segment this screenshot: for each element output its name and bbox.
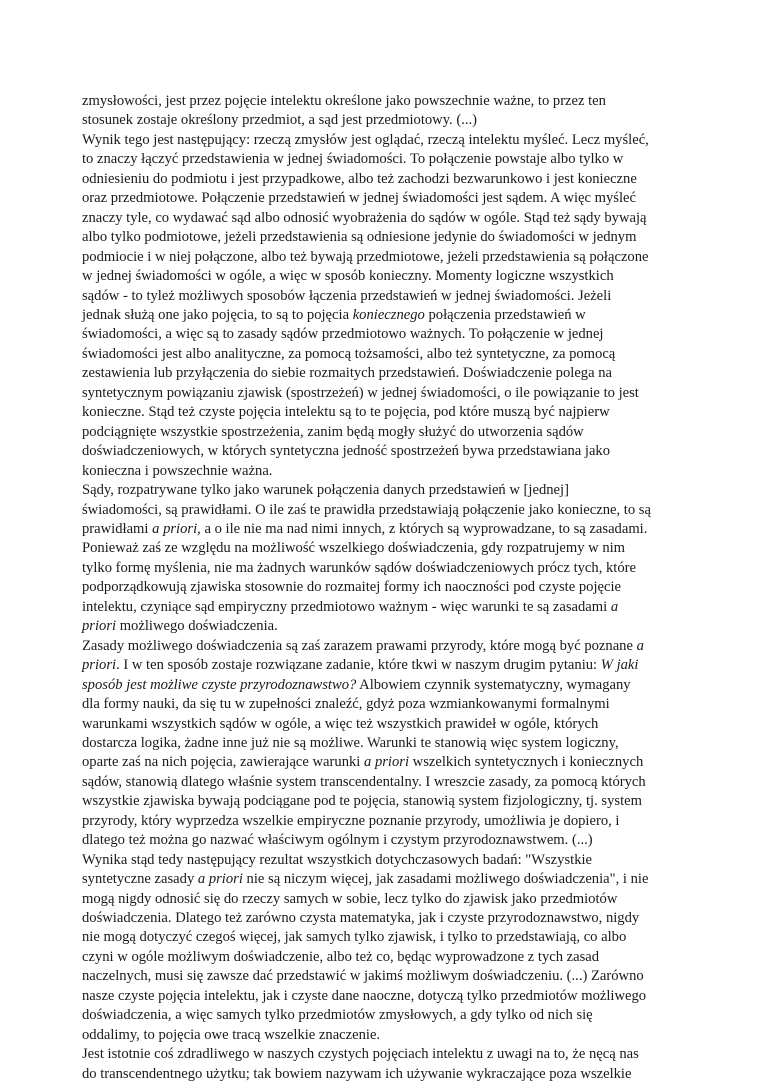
text-run: dostarcza logika, żadne inne już nie są możliwe. Warunki te stanowią więc system logiczny, <box>82 734 619 751</box>
text-run: sądów, stanowią dlatego właśnie system transcendentalny. I wreszcie zasady, za pomocą których <box>82 773 646 790</box>
text-run: doświadczenia. Dlatego też zarówno czysta matematyka, jak i czyste przyrodoznawstwo, nigdy <box>82 910 640 927</box>
text-run: mogą nigdy odnosić się do rzeczy samych w sobie, lecz tylko do zjawisk jako przedmiotów <box>82 890 618 907</box>
text-run: albo tylko podmiotowe, jeżeli przedstawienia są odniesione jedynie do świadomości w jednym <box>82 229 637 246</box>
text-run: nie są niczym więcej, jak zasadami możliwego doświadczenia", i nie <box>242 871 649 888</box>
text-line <box>82 520 686 539</box>
text-run: syntetycznym powiązaniu zjawisk (spostrzeżeń) w jednej świadomości, o ile powiązanie to jest <box>82 384 639 401</box>
text-run: Wynika stąd tedy następujący rezultat wszystkich dotychczasowych badań: "Wszystkie <box>82 851 593 868</box>
text-run: przyrody, który wyprzedza wszelkie empiryczne poznanie przyrody, umożliwia je dopiero, i <box>82 812 620 829</box>
document-page <box>82 92 686 1084</box>
text-run: Zasady możliwego doświadczenia są zaś zarazem prawami przyrody, które mogą być poznane <box>82 637 637 654</box>
text-line <box>82 559 686 578</box>
text-line <box>82 423 686 442</box>
italic-text: a priori <box>197 871 243 888</box>
text-run: to znaczy łączyć przedstawienia w jednej świadomości. To połączenie powstaje albo tylko w <box>82 151 624 168</box>
text-line <box>82 345 686 364</box>
text-run: konieczne. Stąd też czyste pojęcia intelektu są to te pojęcia, pod które muszą być najpierw <box>82 404 610 421</box>
text-run: jednak służą one jako pojęcia, to są to pojęcia <box>82 306 353 323</box>
text-run: możliwego doświadczenia. <box>116 618 278 635</box>
italic-text: a priori <box>364 754 410 771</box>
text-run: wszystkie zjawiska bywają podciągane pod te pojęcia, stanowią system fizjologiczny, tj. system <box>82 793 642 810</box>
italic-text: W jaki <box>600 657 639 674</box>
text-line <box>82 753 686 772</box>
text-run: odniesieniu do podmiotu i jest przypadkowe, albo też zachodzi bezwarunkowo i jest konieczne <box>82 170 637 187</box>
text-line <box>82 792 686 811</box>
text-run: podmiocie i w niej połączone, albo też bywają przedmiotowe, jeżeli przedstawienia są połączone <box>82 248 649 265</box>
text-run: świadomości, a więc są to zasady sądów przedmiotowo ważnych. To połączenie w jednej <box>82 326 604 343</box>
text-run: doświadczenia, a więc samych tylko przedmiotów zmysłowych, a gdy tylko od nich się <box>82 1007 593 1024</box>
text-line <box>82 831 686 850</box>
text-run: świadomości, są prawidłami. O ile zaś te prawidła przedstawiają połączenie jako konieczne, to są <box>82 501 651 518</box>
italic-text: priori <box>82 657 117 674</box>
text-run: w jednej świadomości w ogóle, a więc w sposób konieczny. Momenty logiczne wszystkich <box>82 268 614 285</box>
text-run: oparte zaś na nich pojęcia, zawierające warunki <box>82 754 364 771</box>
text-line <box>82 773 686 792</box>
text-line <box>82 92 686 111</box>
italic-text: koniecznego <box>352 306 425 323</box>
italic-text: sposób jest możliwe czyste przyrodoznawstwo? <box>82 676 357 693</box>
italic-text: priori <box>82 618 117 635</box>
text-run: intelektu, czyniące sąd empiryczny przedmiotowo ważnym - więc warunki te są zasadami <box>82 598 611 615</box>
paragraph <box>82 637 686 851</box>
text-line <box>82 384 686 403</box>
text-line <box>82 170 686 189</box>
text-line <box>82 987 686 1006</box>
text-line <box>82 501 686 520</box>
text-run: oraz przedmiotowe. Połączenie przedstawień w jednej świadomości jest sądem. A więc myśleć <box>82 190 636 207</box>
paragraph <box>82 481 686 637</box>
text-run: do transcendentnego użytku; tak bowiem nazywam ich używanie wykraczające poza wszelkie <box>82 1065 632 1082</box>
text-line <box>82 150 686 169</box>
text-run: stosunek zostaje określony przedmiot, a sąd jest przedmiotowy. (...) <box>82 112 478 129</box>
italic-text: a <box>610 598 619 615</box>
text-run: syntetyczne zasady <box>82 871 198 888</box>
text-run: Ponieważ zaś ze względu na możliwość wszelkiego doświadczenia, gdy rozpatrujemy w nim <box>82 540 626 557</box>
text-line <box>82 578 686 597</box>
text-run: konieczna i powszechnie ważna. <box>82 462 273 479</box>
text-run: świadomości jest albo analityczne, za pomocą tożsamości, albo też syntetyczne, za pomocą <box>82 345 616 362</box>
text-line <box>82 248 686 267</box>
text-line <box>82 481 686 500</box>
text-line <box>82 403 686 422</box>
text-run: znaczy tyle, co wydawać sąd albo odnosić wyobrażenia do sądów w ogóle. Stąd też sądy bywają <box>82 209 647 226</box>
text-line <box>82 1065 686 1084</box>
text-line <box>82 325 686 344</box>
text-run: zmysłowości, jest przez pojęcie intelektu określone jako powszechnie ważne, to przez ten <box>82 93 606 109</box>
text-run: , a o ile nie ma nad nimi innych, z których są wyprowadzane, to są zasadami. <box>197 520 648 537</box>
text-line <box>82 890 686 909</box>
text-line <box>82 1026 686 1045</box>
text-line <box>82 598 686 617</box>
text-line <box>82 870 686 889</box>
text-run: dla formy nauki, da się tu w zupełności znaleźć, gdyż poza wzmiankowanymi formalnymi <box>82 696 610 713</box>
paragraph <box>82 851 686 1046</box>
text-run: doświadczeniowych, w których syntetyczna jedność spostrzeżeń bywa przedstawiana jako <box>82 443 611 460</box>
paragraph <box>82 1045 686 1084</box>
text-line <box>82 948 686 967</box>
text-run: nasze czyste pojęcia intelektu, jak i czyste dane naoczne, dotyczą tylko przedmiotów możliwego <box>82 987 647 1004</box>
text-line <box>82 539 686 558</box>
text-line <box>82 228 686 247</box>
italic-text: a <box>636 637 644 654</box>
text-line <box>82 364 686 383</box>
text-run: zestawienia lub przyłączenia do siebie rozmaitych przedstawień. Doświadczenie polega na <box>82 365 613 382</box>
text-run: Albowiem czynnik systematyczny, wymagany <box>356 676 631 693</box>
text-run: prawidłami <box>82 520 153 537</box>
text-run: czyni w ogóle możliwym doświadczenie, albo też co, będąc wyprowadzone z tych zasad <box>82 948 600 965</box>
text-line <box>82 812 686 831</box>
text-line <box>82 851 686 870</box>
text-line <box>82 695 686 714</box>
text-run: nie mogą dotyczyć czegoś więcej, jak samych tylko zjawisk, i tylko to przedstawiają, co albo <box>82 929 627 946</box>
text-line <box>82 306 686 325</box>
text-line <box>82 462 686 481</box>
italic-text: a priori <box>152 520 198 537</box>
text-line <box>82 111 686 130</box>
paragraph <box>82 92 686 131</box>
text-line <box>82 1006 686 1025</box>
text-run: Wynik tego jest następujący: rzeczą zmysłów jest oglądać, rzeczą intelektu myśleć. Lecz myśleć, <box>82 131 649 148</box>
text-line <box>82 676 686 695</box>
text-line <box>82 967 686 986</box>
text-run: oddalimy, to pojęcia owe tracą wszelkie znaczenie. <box>82 1026 381 1043</box>
text-line <box>82 617 686 636</box>
text-line <box>82 442 686 461</box>
text-run: podporządkowują zjawiska stosownie do rozmaitej formy ich naoczności pod czyste pojęcie <box>82 579 621 596</box>
text-line <box>82 637 686 656</box>
text-line <box>82 715 686 734</box>
text-line <box>82 656 686 675</box>
text-line <box>82 734 686 753</box>
text-run: . I w ten sposób zostaje rozwiązane zadanie, które tkwi w naszym drugim pytaniu: <box>116 657 601 674</box>
text-line <box>82 131 686 150</box>
text-line <box>82 209 686 228</box>
text-line <box>82 1045 686 1064</box>
paragraph <box>82 131 686 481</box>
text-line <box>82 267 686 286</box>
text-run: tylko formę myślenia, nie ma żadnych warunków sądów doświadczeniowych prócz tych, które <box>82 559 636 576</box>
text-line <box>82 189 686 208</box>
text-run: podciągnięte wszystkie spostrzeżenia, zanim będą mogły służyć do utworzenia sądów <box>82 423 584 440</box>
text-line <box>82 909 686 928</box>
text-run: naczelnych, musi się zawsze dać przedstawić w jakimś możliwym doświadczeniu. (...) Zarówno <box>82 968 644 985</box>
text-run: sądów - to tyleż możliwych sposobów łączenia przedstawień w jednej świadomości. Jeżeli <box>82 287 612 304</box>
text-run: połączenia przedstawień w <box>424 306 586 323</box>
text-run: wszelkich syntetycznych i koniecznych <box>409 754 644 771</box>
text-run: Sądy, rozpatrywane tylko jako warunek połączenia danych przedstawień w [jednej] <box>82 482 569 499</box>
text-run: warunkami wszystkich sądów w ogóle, a więc też wszystkich prawideł w ogóle, których <box>82 715 599 732</box>
text-line <box>82 928 686 947</box>
text-run: Jest istotnie coś zdradliwego w naszych czystych pojęciach intelektu z uwagi na to, że nęcą nas <box>82 1046 639 1063</box>
text-run: dlatego też można go nazwać właściwym ogólnym i czystym przyrodoznawstwem. (...) <box>82 832 593 849</box>
text-line <box>82 287 686 306</box>
